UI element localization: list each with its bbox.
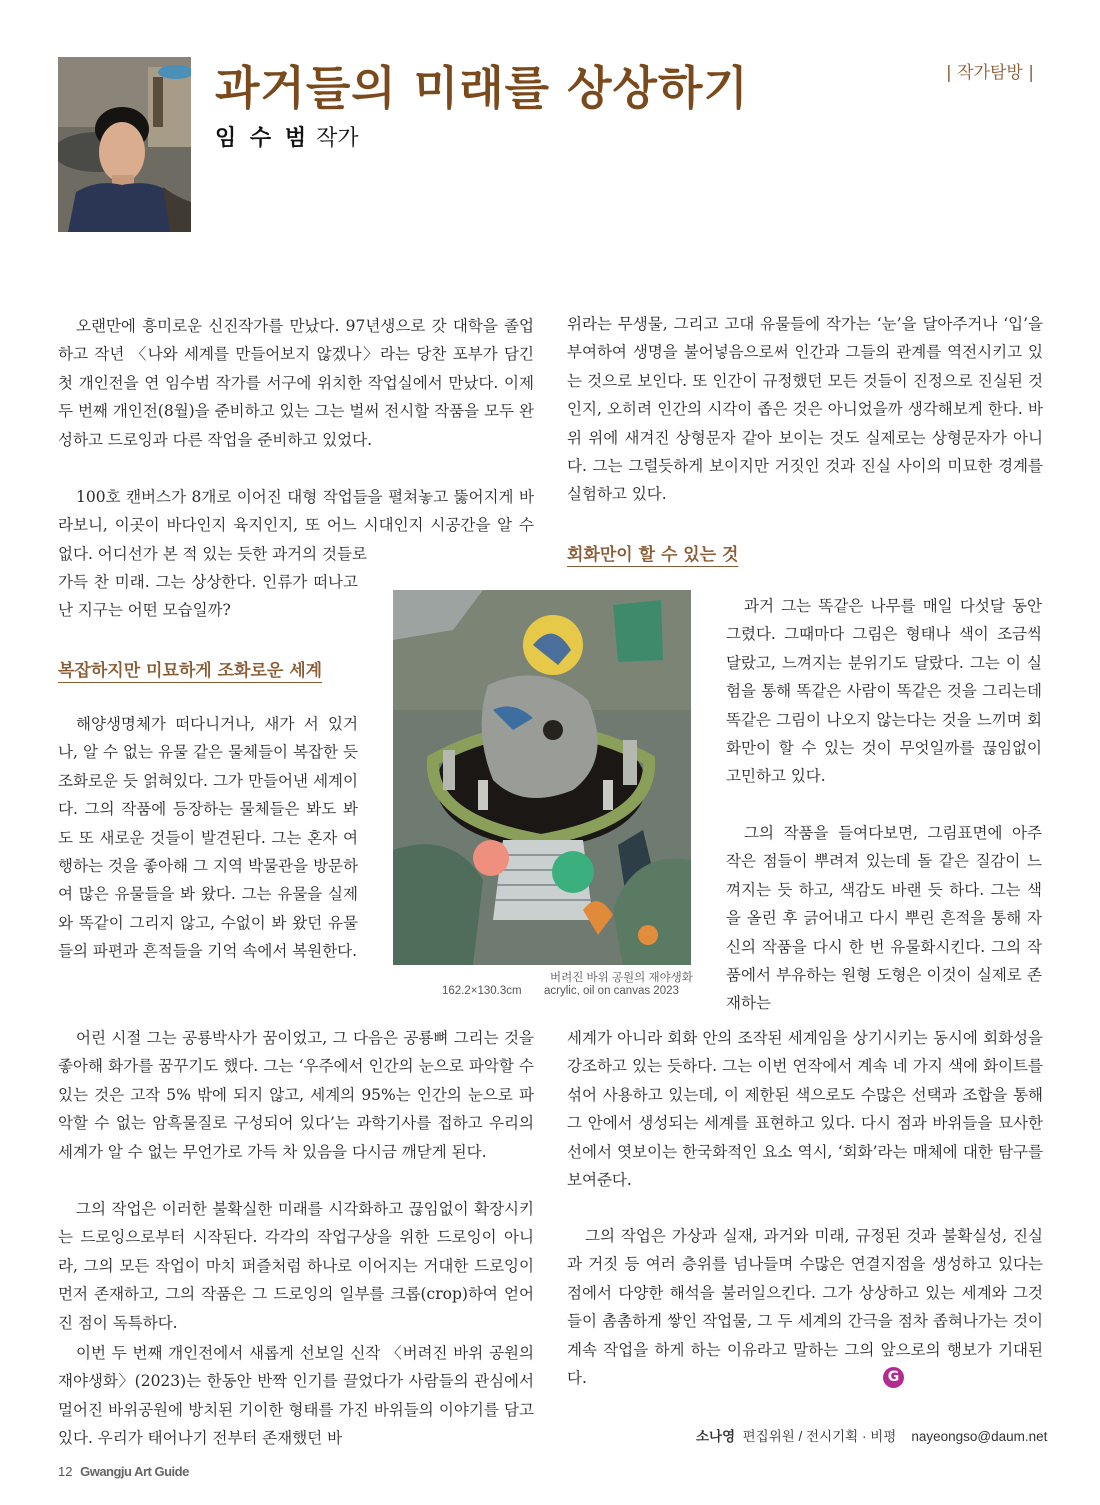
left-paragraph-3: 해양생명체가 떠다니거나, 새가 서 있거나, 알 수 없는 유물 같은 물체들이 복잡한 듯 조화로운 듯 얽혀있다. 그가 만들어낸 세계이다. 그의 작품에 등장하는 물체들은 봐도 봐도 또 새로운 것들이 발견된다. 그는 혼자 여행하는 것을 좋아해 그 지역 박물관을 방문하여 많은 유물들을 봐 왔다. 그는 유물을 실제와 똑같이 그리지 않고, 수없이 봐 왔던 유물들의 파편과 흔적들을 기억 속에서 복원한다.	[58, 715, 358, 961]
writer-email: nayeongso@daum.net	[911, 1429, 1048, 1444]
page-footer	[58, 1464, 189, 1479]
right-paragraph-4: 그의 작업은 가상과 실재, 과거와 미래, 규정된 것과 불확실성, 진실과 거짓 등 여러 층위를 넘나들며 수많은 연결지점을 생성하고 있다는 점에서 다양한 해석을 불러일으킨다. 그가 상상하고 있는 세계와 그것들이 촘촘하게 쌓인 작업물, 그 두 세계의 간극을 점차 좁혀나가는 것이 계속 작업을 하게 하는 이유라고 말하는 그의 앞으로의 행보가 기대된다.	[567, 1227, 1043, 1388]
portrait-image	[58, 57, 191, 232]
right-paragraph-1: 위라는 무생물, 그리고 고대 유물들에 작가는 ‘눈’을 달아주거나 ‘입’을 부여하여 생명을 불어넣음으로써 인간과 그들의 관계를 역전시키고 있는 것으로 보인다. 또 인간이 규정했던 모든 것들이 진정으로 진실된 것인지, 오히려 인간의 시각이 좁은 것은 아니었을까 생각해보게 한다. 바위 위에 새겨진 상형문자 같아 보이는 것도 실제로는 상형문자가 아니다. 그는 그럴듯하게 보이지만 거짓인 것과 진실 사이의 미묘한 경계를 실험하고 있다.	[567, 315, 1043, 504]
section-heading-complex-world: 복잡하지만 미묘하게 조화로운 세계	[58, 661, 323, 681]
magazine-g-logo-icon: G	[883, 1367, 904, 1388]
section-heading-only-painting: 회화만이 할 수 있는 것	[567, 545, 739, 565]
artist-name: 임 수 범	[215, 126, 310, 151]
left-paragraph-4: 어린 시절 그는 공룡박사가 꿈이었고, 그 다음은 공룡뼈 그리는 것을 좋아해 화가를 꿈꾸기도 했다. 그는 ‘우주에서 인간의 눈으로 파악할 수 있는 것은 고작 5% 밖에 되지 않고, 세계의 95%는 인간의 눈으로 파악할 수 없는 암흑물질로 구성되어 있다’는 과학기사를 접하고 우리의 세계가 알 수 없는 무언가로 가득 차 있음을 다시금 깨닫게 된다.	[58, 1029, 534, 1161]
right-paragraph-3: 그의 작품을 들여다보면, 그림표면에 아주 작은 점들이 뿌려져 있는데 돌 같은 질감이 느껴지는 듯 하고, 색감도 바랜 듯 하다. 그는 색을 올린 후 긁어내고 다시 뿌린 흔적을 통해 자신의 작품을 다시 한 번 유물화시킨다. 그의 작품에서 부유하는 원형 도형은 이것이 실제로 존재하는	[726, 824, 1042, 1013]
left-paragraph-6: 이번 두 번째 개인전에서 새롭게 선보일 신작 〈버려진 바위 공원의 재야생화〉(2023)는 한동안 반짝 인기를 끌었다가 사람들의 관심에서 멀어진 바위공원에 방치된 기이한 형태를 가진 바위들의 이야기를 담고 있다. 우리가 태어나기 전부터 존재했던 바	[58, 1344, 534, 1448]
left-paragraph-2-wrap: 가득 찬 미래. 그는 상상한다. 인류가 떠나고 난 지구는 어떤 모습일까?	[58, 573, 358, 620]
artwork-caption-size: 162.2×130.3cm	[442, 985, 522, 997]
writer-credit	[696, 1425, 1047, 1445]
artwork-caption-title: 버려진 바위 공원의 재야생화	[550, 972, 693, 984]
artist-suffix: 작가	[316, 126, 359, 151]
left-paragraph-2: 100호 캔버스가 8개로 이어진 대형 작업들을 펼쳐놓고 뚫어지게 바라보니, 이곳이 바다인지 육지인지, 또 어느 시대인지 시공간을 알 수 없다. 어디선가 본 적 있는 듯한 과거의 것들로	[58, 488, 534, 563]
right-paragraph-2: 과거 그는 똑같은 나무를 매일 다섯달 동안 그렸다. 그때마다 그림은 형태나 색이 조금씩 달랐고, 느껴지는 분위기도 달랐다. 그는 이 실험을 통해 똑같은 사람이 똑같은 것을 그리는데 똑같은 그림이 나오지 않는다는 것을 느끼며 회화만이 할 수 있는 것이 무엇일까를 끊임없이 고민하고 있다.	[726, 597, 1042, 786]
artist-portrait-photo	[58, 57, 191, 232]
artist-byline	[215, 121, 359, 152]
left-paragraph-5: 그의 작업은 이러한 불확실한 미래를 시각화하고 끊임없이 확장시키는 드로잉으로부터 시작된다. 각각의 작업구상을 위한 드로잉이 아니라, 그의 모든 작업이 마치 퍼즐처럼 하나로 이어지는 거대한 드로잉이 먼저 존재하고, 그의 작품은 그 드로잉의 일부를 크롭(crop)하여 얻어진 점이 독특하다.	[58, 1200, 534, 1332]
artwork-image	[393, 590, 691, 965]
article-title: 과거들의 미래를 상상하기	[215, 61, 749, 115]
page-number: 12	[58, 1464, 73, 1479]
writer-role: 편집위원 / 전시기획 · 비평	[742, 1429, 897, 1444]
artwork-painting	[393, 590, 691, 965]
right-paragraph-3-wrap: 세계가 아니라 회화 안의 조작된 세계임을 상기시키는 동시에 회화성을 강조하고 있는 듯하다. 그는 이번 연작에서 계속 네 가지 색에 화이트를 섞어 사용하고 있는데, 이 제한된 색으로도 수많은 선택과 조합을 통해 그 안에서 생성되는 세계를 표현하고 있다. 다시 점과 바위들을 묘사한 선에서 엿보이는 한국화적인 요소 역시, ‘회화’라는 매체에 대한 탐구를 보여준다.	[567, 1029, 1043, 1190]
magazine-name: Gwangju Art Guide	[80, 1464, 189, 1479]
writer-name: 소나영	[696, 1429, 736, 1444]
artwork-caption-medium: acrylic, oil on canvas 2023	[544, 985, 679, 997]
section-category-label: | 작가탐방 |	[946, 63, 1034, 83]
left-paragraph-1: 오랜만에 흥미로운 신진작가를 만났다. 97년생으로 갓 대학을 졸업하고 작년 〈나와 세계를 만들어보지 않겠나〉라는 당찬 포부가 담긴 첫 개인전을 연 임수범 작가를 서구에 위치한 작업실에서 만났다. 이제 두 번째 개인전(8월)을 준비하고 있는 그는 벌써 전시할 작품을 모두 완성하고 드로잉과 다른 작업을 준비하고 있었다.	[58, 317, 534, 449]
